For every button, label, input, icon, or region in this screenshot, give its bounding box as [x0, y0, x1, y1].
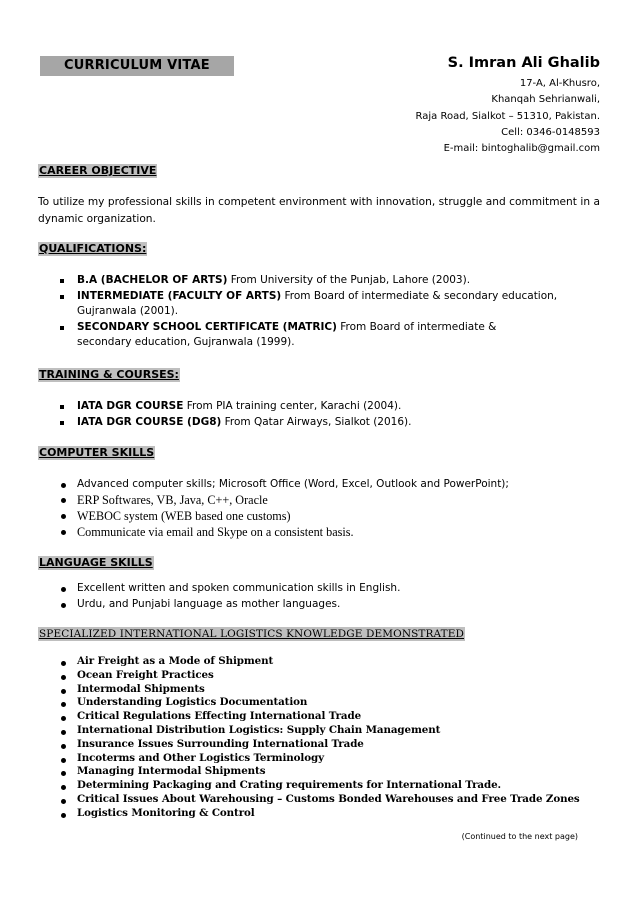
- course-title: IATA DGR COURSE: [77, 400, 184, 412]
- training-heading: TRAINING & COURSES:: [39, 368, 179, 381]
- bullet-icon: [61, 675, 66, 680]
- logistics-text: Critical Issues About Warehousing – Customs Bonded Warehouses and Free Trade Zones: [77, 792, 580, 805]
- square-bullet-icon: [60, 405, 64, 409]
- square-bullet-icon: [60, 326, 64, 330]
- bullet-icon: [61, 799, 66, 804]
- computer-skills-list: [38, 477, 600, 493]
- bullet-icon: [61, 758, 66, 763]
- bullet-icon: [61, 603, 66, 608]
- list-item: [38, 399, 578, 415]
- logistics-text: Ocean Freight Practices: [77, 668, 214, 681]
- bullet-icon: [61, 716, 66, 721]
- list-item: [38, 710, 608, 724]
- logistics-text: Understanding Logistics Documentation: [77, 696, 308, 709]
- phone-line: Cell: 0346-0148593: [501, 126, 600, 138]
- list-item: [38, 581, 600, 597]
- language-skills-heading: LANGUAGE SKILLS: [39, 556, 153, 569]
- career-objective-heading: CAREER OBJECTIVE: [39, 164, 157, 177]
- course-title: IATA DGR COURSE (DG8): [77, 415, 222, 428]
- qualification-title: INTERMEDIATE (FACULTY OF ARTS): [77, 289, 282, 302]
- qualification-detail: From Board of intermediate & secondary education, Gujranwala (1999).: [77, 320, 497, 348]
- logistics-text: Insurance Issues Surrounding International Trade: [77, 737, 364, 750]
- course-detail: From PIA training center, Karachi (2004).: [183, 400, 402, 412]
- language-skills-list: [38, 581, 600, 612]
- bullet-icon: [61, 498, 66, 503]
- logistics-list: [38, 655, 608, 821]
- qualification-detail: From University of the Punjab, Lahore (2003).: [227, 274, 471, 286]
- bullet-icon: [61, 813, 66, 818]
- list-item: [38, 724, 608, 738]
- bullet-icon: [61, 483, 66, 488]
- list-item: [38, 524, 600, 540]
- bullet-icon: [61, 771, 66, 776]
- list-item: [38, 683, 608, 697]
- cv-title: CURRICULUM VITAE: [40, 56, 234, 76]
- logistics-text: Critical Regulations Effecting International Trade: [77, 710, 362, 723]
- logistics-text: Logistics Monitoring & Control: [77, 806, 255, 819]
- continued-note: (Continued to the next page): [461, 832, 578, 841]
- list-item: [38, 289, 578, 320]
- address-line: Khanqah Sehrianwali,: [491, 94, 600, 106]
- logistics-heading: SPECIALIZED INTERNATIONAL LOGISTICS KNOWLEDGE DEMONSTRATED: [39, 628, 464, 640]
- language-text: Urdu, and Punjabi language as mother languages.: [77, 597, 341, 610]
- bullet-icon: [61, 730, 66, 735]
- list-item: [38, 320, 578, 351]
- qualification-detail: From Board of intermediate & secondary education, Gujranwala (2001).: [77, 289, 558, 317]
- skill-text: Communicate via email and Skype on a consistent basis.: [77, 525, 354, 539]
- address-line: Raja Road, Sialkot – 51310, Pakistan.: [415, 110, 600, 122]
- address-line: 17-A, Al-Khusro,: [519, 78, 600, 89]
- bullet-icon: [61, 587, 66, 592]
- square-bullet-icon: [60, 295, 64, 299]
- qualifications-heading: QUALIFICATIONS:: [39, 242, 147, 255]
- list-item: [38, 793, 608, 807]
- qualification-title: B.A (BACHELOR OF ARTS): [77, 274, 228, 286]
- training-list: [38, 399, 578, 430]
- computer-skills-list-serif: [38, 492, 600, 540]
- bullet-icon: [61, 514, 66, 519]
- computer-skills-heading: COMPUTER SKILLS: [39, 446, 155, 459]
- qualifications-list: [38, 273, 578, 351]
- logistics-text: International Distribution Logistics: Supply Chain Management: [77, 723, 441, 736]
- bullet-icon: [61, 530, 66, 535]
- list-item: [38, 415, 578, 431]
- logistics-text: Incoterms and Other Logistics Terminology: [77, 751, 324, 764]
- course-detail: From Qatar Airways, Sialkot (2016).: [221, 415, 412, 428]
- list-item: [38, 597, 600, 613]
- list-item: [38, 273, 578, 289]
- language-text: Excellent written and spoken communication skills in English.: [77, 582, 401, 594]
- skill-text: ERP Softwares, VB, Java, C++, Oracle: [77, 493, 268, 507]
- list-item: [38, 696, 608, 710]
- logistics-text: Managing Intermodal Shipments: [77, 765, 266, 778]
- bullet-icon: [61, 661, 66, 666]
- bullet-icon: [61, 689, 66, 694]
- list-item: [38, 752, 608, 766]
- list-item: [38, 765, 608, 779]
- logistics-text: Air Freight as a Mode of Shipment: [77, 655, 274, 667]
- applicant-name: S. Imran Ali Ghalib: [447, 55, 600, 71]
- logistics-text: Intermodal Shipments: [77, 682, 205, 695]
- list-item: [38, 669, 608, 683]
- email-line: E-mail: bintoghalib@gmail.com: [443, 143, 600, 155]
- list-item: [38, 738, 608, 752]
- list-item: [38, 655, 608, 669]
- square-bullet-icon: [60, 279, 64, 283]
- bullet-icon: [61, 785, 66, 790]
- bullet-icon: [61, 744, 66, 749]
- skill-text: WEBOC system (WEB based one customs): [77, 509, 291, 523]
- list-item: [38, 477, 600, 493]
- list-item: [38, 508, 600, 524]
- qualification-title: SECONDARY SCHOOL CERTIFICATE (MATRIC): [77, 320, 337, 333]
- list-item: [38, 807, 608, 821]
- logistics-text: Determining Packaging and Crating requirements for International Trade.: [77, 779, 502, 792]
- list-item: [38, 779, 608, 793]
- square-bullet-icon: [60, 421, 64, 425]
- contact-address: [416, 76, 600, 157]
- bullet-icon: [61, 702, 66, 707]
- career-objective-text: To utilize my professional skills in competent environment with innovation, struggle and commitment in a dynamic organization.: [38, 196, 600, 225]
- skill-text: Advanced computer skills; Microsoft Office (Word, Excel, Outlook and PowerPoint);: [77, 478, 509, 490]
- list-item: [38, 492, 600, 508]
